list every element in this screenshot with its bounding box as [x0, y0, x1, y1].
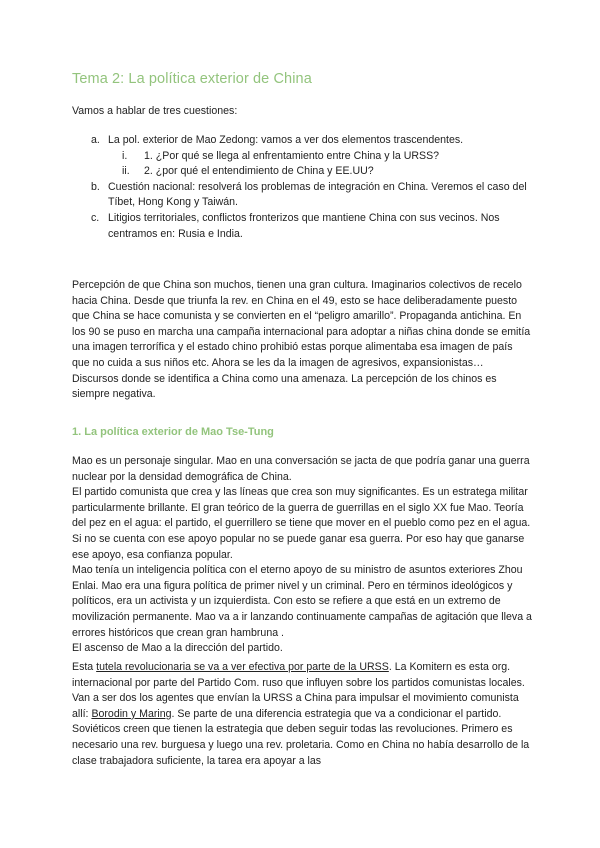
- section-paragraph: Mao tenía un inteligencia política con el eterno apoyo de su ministro de asuntos exteriores Zhou Enlai. Mao era una figura política de primer nivel y un criminal. Pero en términos ideológicos y políticos, era un activista y un izquierdista. Con esto se refiere a que está en un extremo de movilización permanente. Mao va a ir lanzando continuamente campañas de agitación que lleva a errores históricos que crean gran hambruna .: [72, 564, 532, 639]
- list-item: [72, 133, 532, 149]
- section-paragraph: Mao es un personaje singular. Mao en una conversación se jacta de que podría ganar una guerra nuclear por la densidad demográfica de China.: [72, 455, 530, 483]
- list-marker: ii.: [122, 165, 130, 178]
- section-paragraph: El partido comunista que crea y las líneas que crea son muy significantes. Es un estratega militar particularmente brillante. El gran teórico de la guerra de guerrillas en el siglo XX fue Mao. Teoría del pez en el agua: el partido, el guerrillero se tiene que mover en el pueblo como pez en el agua. Si no se cuenta con ese apoyo popular no se puede ganar esa guerra. Por eso hay que ganarse ese apoyo, esa confianza popular.: [72, 486, 531, 561]
- section-body: [72, 454, 532, 657]
- document-title: Tema 2: La política exterior de China: [72, 71, 312, 87]
- list-item-text: La pol. exterior de Mao Zedong: vamos a ver dos elementos trascendentes.: [108, 134, 464, 146]
- list-item-text: Litigios territoriales, conflictos fronterizos que mantiene China con sus vecinos. Nos centramos en: Rusia e India.: [108, 211, 500, 240]
- intro-text: Vamos a hablar de tres cuestiones:: [72, 105, 238, 117]
- section-paragraph: El ascenso de Mao a la dirección del partido.: [72, 642, 283, 655]
- list-item: [72, 149, 532, 165]
- list-marker: c.: [91, 211, 100, 224]
- text-run: . La Komitern es esta org. internacional por parte del Partido Com. ruso que influyen sobre los partidos comunistas locales. Van a ser dos los agentes que envían la URSS a China para impulsar el movimiento comunista allí:: [72, 661, 525, 720]
- list-item-text: 2. ¿por qué el entendimiento de China y EE.UU?: [144, 165, 374, 178]
- list-item: [72, 164, 532, 180]
- text-run: . Se parte de una diferencia estrategia que va a condicionar el partido. Soviéticos creen que tienen la estrategia que deben seguir todas las revoluciones. Primero es necesario una rev. burguesa y luego una rev. proletaria. Como en China no había desarrollo de la clase trabajadora suficiente, la tarea era apoyar a las: [72, 707, 530, 767]
- list-item-text: 1. ¿Por qué se llega al enfrentamiento entre China y la URSS?: [144, 149, 440, 162]
- list-marker: i.: [122, 149, 128, 162]
- komintern-paragraph: [72, 660, 532, 769]
- text-run: Esta: [72, 661, 97, 673]
- topics-list: [72, 133, 532, 242]
- list-item: [72, 211, 532, 242]
- list-item: [72, 180, 532, 211]
- underlined-text: tutela revolucionaria se va a ver efectiva por parte de la URSS: [96, 661, 389, 673]
- section-heading: 1. La política exterior de Mao Tse-Tung: [72, 426, 274, 438]
- perception-paragraph: Percepción de que China son muchos, tienen una gran cultura. Imaginarios colectivos de recelo hacia China. Desde que triunfa la rev. en China en el 49, esto se hace deliberadamente puesto que China se hace comunista y se convierten en el “peligro amarillo”. Propaganda antichina. En los 90 se puso en marcha una campaña internacional para adoptar a niñas china donde se emitía una imagen terrorífica y el estado chino prohibió estas porque alimentaba esa imagen de país que no cuida a sus niños etc. Ahora se les da la imagen de agresivos, expansionistas… Discursos donde se identifica a China como una amenaza. La percepción de los chinos es siempre negativa.: [72, 279, 531, 401]
- underlined-text: Borodin y Maring: [91, 707, 172, 720]
- list-marker: b.: [91, 180, 100, 193]
- list-item-text: Cuestión nacional: resolverá los problemas de integración en China. Veremos el caso del Tíbet, Hong Kong y Taiwán.: [108, 180, 527, 209]
- list-marker: a.: [91, 134, 100, 146]
